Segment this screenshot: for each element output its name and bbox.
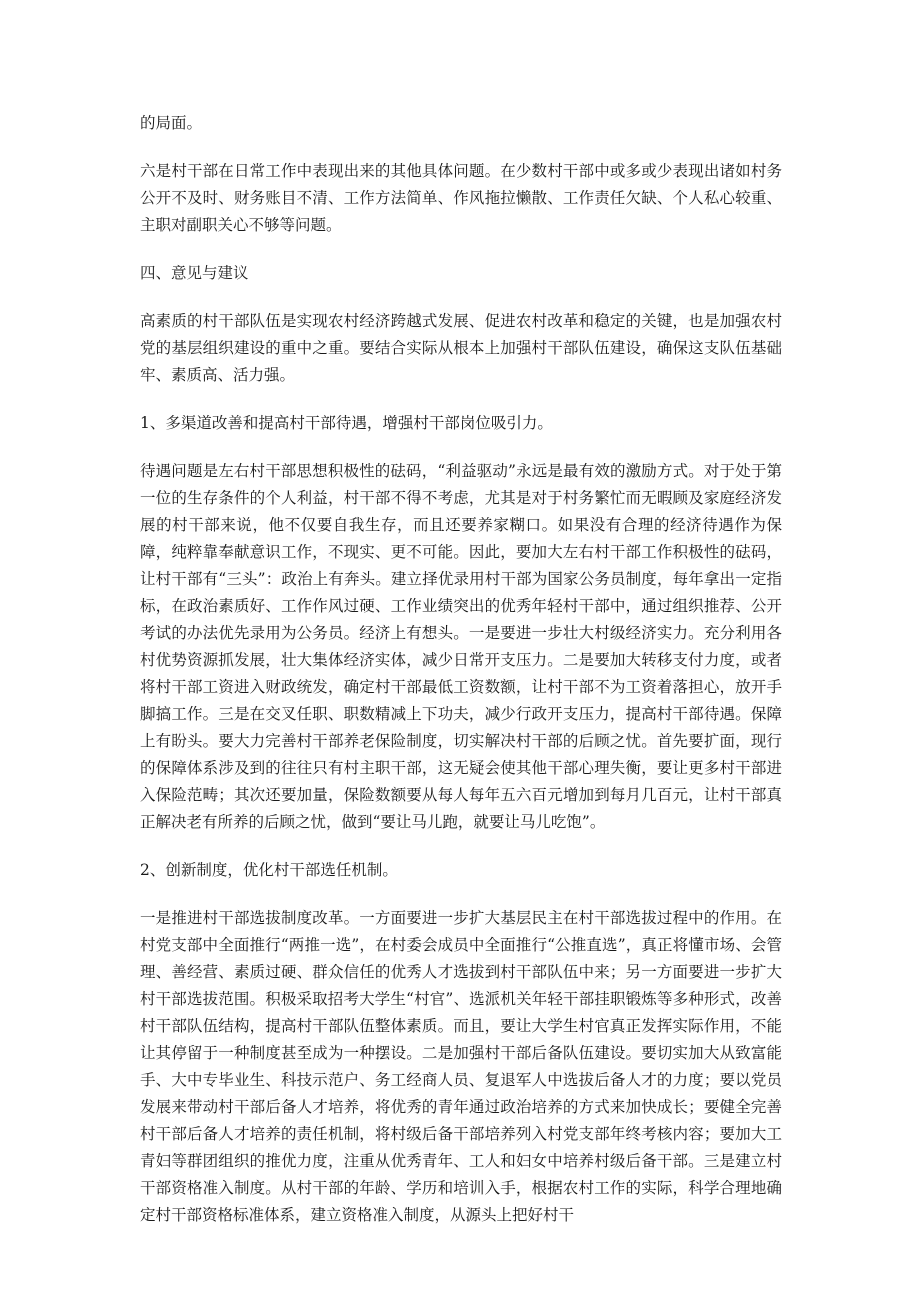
subheading-innovate-system: 2、创新制度，优化村干部选任机制。 [140, 861, 398, 879]
subheading-improve-treatment: 1、多渠道改善和提高村干部待遇，增强村干部岗位吸引力。 [140, 414, 553, 432]
section-heading-suggestions: 四、意见与建议 [140, 264, 249, 282]
paragraph-selection-reform: 一是推进村干部选拔制度改革。一方面要进一步扩大基层民主在村干部选拔过程中的作用。在村党支部中全面推行“两推一选”，在村委会成员中全面推行“公推直选”，真正将懂市场、会管理、善经营、素质过硬、群众信任的优秀人才选拔到村干部队伍中来；另一方面要进一步扩大村干部选拔范围。积极采取招考大学生“村官”、选派机关年轻干部挂职锻炼等多种形式，改善村干部队伍结构，提高村干部队伍整体素质。而且，要让大学生村官真正发挥实际作用，不能让其停留于一种制度甚至成为一种摆设。二是加强村干部后备队伍建设。要切实加大从致富能手、大中专毕业生、科技示范户、务工经商人员、复退军人中选拔后备人才的力度；要以党员发展来带动村干部后备人才培养，将优秀的青年通过政治培养的方式来加快成长；要健全完善村干部后备人才培养的责任机制，将村级后备干部培养列入村党支部年终考核内容；要加大工青妇等群团组织的推优力度，注重从优秀青年、工人和妇女中培养村级后备干部。三是建立村干部资格准入制度。从村干部的年龄、学历和培训入手，根据农村工作的实际，科学合理地确定村干部资格标准体系，建立资格准入制度，从源头上把好村干 [140, 909, 782, 1224]
document-page [140, 110, 782, 1250]
paragraph-problem-six: 六是村干部在日常工作中表现出来的其他具体问题。在少数村干部中或多或少表现出诸如村务公开不及时、财务账目不清、工作方法简单、作风拖拉懒散、工作责任欠缺、个人私心较重、主职对副职关心不够等问题。 [140, 162, 782, 234]
paragraph-treatment-details: 待遇问题是左右村干部思想积极性的砝码，“利益驱动”永远是最有效的激励方式。对于处于第一位的生存条件的个人利益，村干部不得不考虑，尤其是对于村务繁忙而无暇顾及家庭经济发展的村干部来说，他不仅要自我生存，而且还要养家糊口。如果没有合理的经济待遇作为保障，纯粹靠奉献意识工作，不现实、更不可能。因此，要加大左右村干部工作积极性的砝码，让村干部有“三头”：政治上有奔头。建立择优录用村干部为国家公务员制度，每年拿出一定指标，在政治素质好、工作作风过硬、工作业绩突出的优秀年轻村干部中，通过组织推荐、公开考试的办法优先录用为公务员。经济上有想头。一是要进一步壮大村级经济实力。充分利用各村优势资源抓发展，壮大集体经济实体，减少日常开支压力。二是要加大转移支付力度，或者将村干部工资进入财政统发，确定村干部最低工资数额，让村干部不为工资着落担心，放开手脚搞工作。三是在交叉任职、职数精减上下功夫，减少行政开支压力，提高村干部待遇。保障上有盼头。要大力完善村干部养老保险制度，切实解决村干部的后顾之忧。首先要扩面，现行的保障体系涉及到的往往只有村主职干部，这无疑会使其他干部心理失衡，要让更多村干部进入保险范畴；其次还要加量，保险数额要从每人每年五六百元增加到每月几百元，让村干部真正解决老有所养的后顾之忧，做到“要让马儿跑，就要让马儿吃饱”。 [140, 462, 782, 831]
paragraph-opening-fragment: 的局面。 [140, 114, 203, 132]
paragraph-intro-suggestions: 高素质的村干部队伍是实现农村经济跨越式发展、促进农村改革和稳定的关键，也是加强农村党的基层组织建设的重中之重。要结合实际从根本上加强村干部队伍建设，确保这支队伍基础牢、素质高、活力强。 [140, 312, 782, 384]
